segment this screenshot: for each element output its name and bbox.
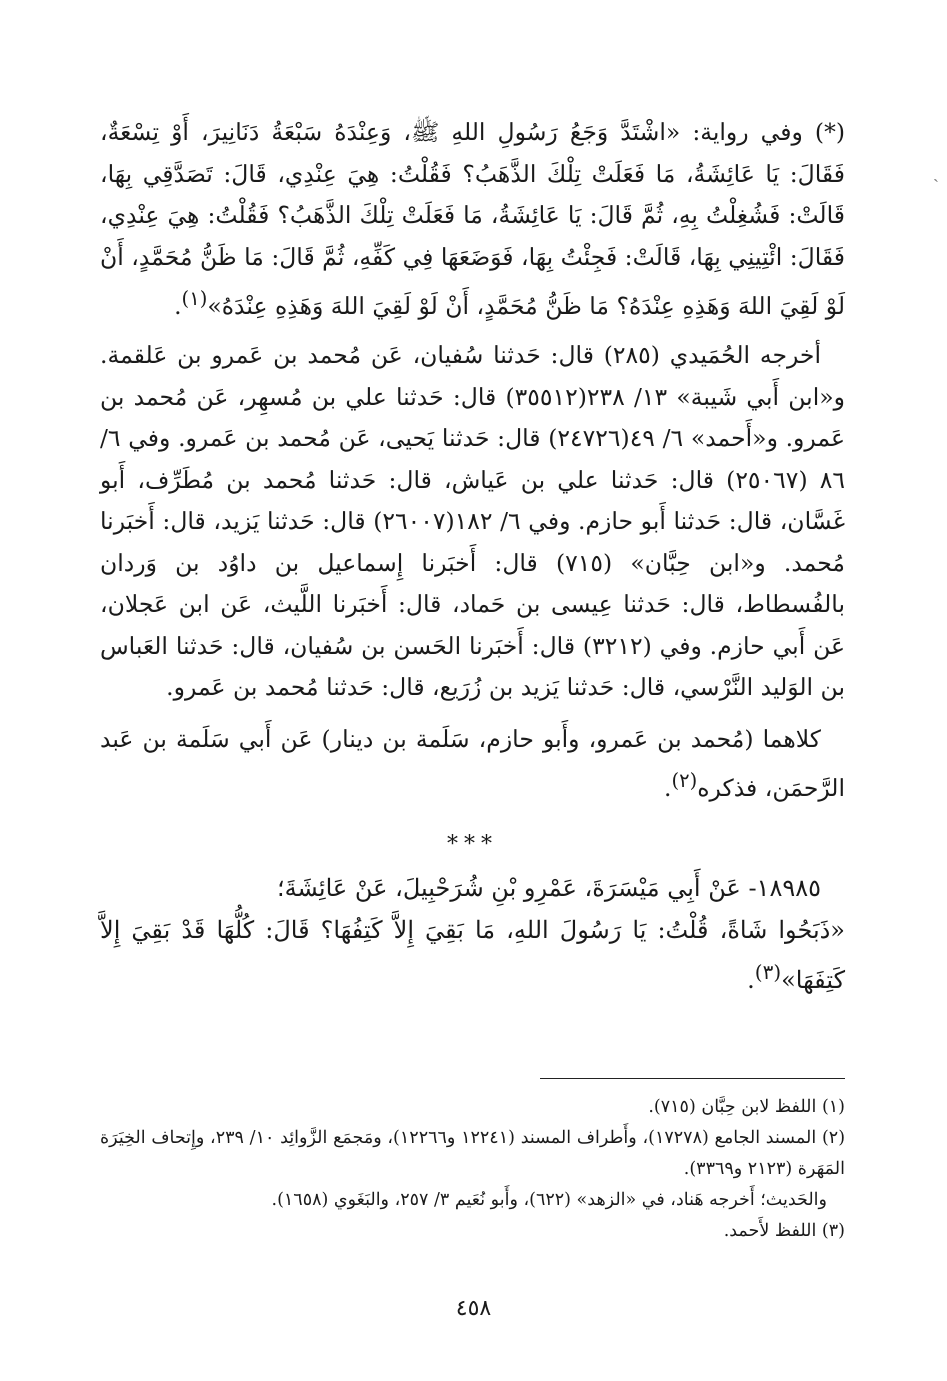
footnote-divider (540, 1078, 845, 1079)
main-text (100, 112, 845, 1001)
footnotes (100, 1092, 845, 1247)
footnote-ref-1[interactable]: (١) (181, 287, 208, 310)
hadith-text: «ذَبَحُوا شَاةً، قُلْتُ: يَا رَسُولَ اللهِ، مَا بَقِيَ إِلاَّ كَتِفُهَا؟ قَالَ: كُلُّهَا قَدْ بَقِيَ إِلاَّ كَتِفَهَا»$^{(٣)}$. (100, 915, 845, 994)
footnote-2: (٢) المسند الجامع (١٧٢٧٨)، وأَطراف المسند (١٢٢٤١ و١٢٢٦٦)، ومَجمَع الزَّوائِد ١٠/ ٢٣٩، وإِتحاف الخِيَرَة المَهَرة (٢١٢٣ و٣٣٦٩). (100, 1128, 846, 1179)
margin-mark: ˏ (933, 162, 939, 183)
chain-summary-paragraph: كلاهما (مُحمد بن عَمرو، وأَبو حازم، سَلَمة بن دينار) عَن أَبي سَلَمة بن عَبد الرَّحمَن، فذكره$^{(٢)}$. (100, 724, 845, 803)
hadith-variant-paragraph: (*) وفي رواية: «اشْتَدَّ وَجَعُ رَسُولِ اللهِ ﷺ، وَعِنْدَهُ سَبْعَةُ دَنَانِيرَ، أَوْ تِسْعَةٌ، فَقَالَ: يَا عَائِشَةُ، مَا فَعَلَتْ تِلْكَ الذَّهَبُ؟ فَقُلْتُ: هِيَ عِنْدِي، قَالَ: تَصَدَّقِي بِهَا، قَالَتْ: فَشُغِلْتُ بِهِ، ثُمَّ قَالَ: يَا عَائِشَةُ، مَا فَعَلَتْ تِلْكَ الذَّهَبُ؟ فَقُلْتُ: هِيَ عِنْدِي، فَقَالَ: ائْتِينِي بِهَا، قَالَتْ: فَجِئْتُ بِهَا، فَوَضَعَهَا فِي كَفِّهِ، ثُمَّ قَالَ: مَا ظَنُّ مُحَمَّدٍ، أَنْ لَوْ لَقِيَ اللهَ وَهَذِهِ عِنْدَهُ؟ مَا ظَنُّ مُحَمَّدٍ، أَنْ لَوْ لَقِيَ اللهَ وَهَذِهِ عِنْدَهُ»$^{(١)}$. (100, 118, 845, 320)
variant-text: (*) وفي رواية: «اشْتَدَّ وَجَعُ رَسُولِ اللهِ ﷺ، وَعِنْدَهُ سَبْعَةُ دَنَانِيرَ، أَوْ تِسْعَةٌ، فَقَالَ: يَا عَائِشَةُ، مَا فَعَلَتْ تِلْكَ الذَّهَبُ؟ فَقُلْتُ: هِيَ عِنْدِي، قَالَ: تَصَدَّقِي بِهَا، قَالَتْ: فَشُغِلْتُ بِهِ، ثُمَّ قَالَ: يَا عَائِشَةُ، مَا فَعَلَتْ تِلْكَ الذَّهَبُ؟ فَقُلْتُ: هِيَ عِنْدِي، فَقَالَ: ائْتِينِي بِهَا، قَالَتْ: فَجِئْتُ بِهَا، فَوَضَعَهَا فِي كَفِّهِ، ثُمَّ قَالَ: مَا ظَنُّ مُحَمَّدٍ، أَنْ لَوْ لَقِيَ اللهَ وَهَذِهِ عِنْدَهُ؟ مَا ظَنُّ مُحَمَّدٍ، أَنْ لَوْ لَقِيَ اللهَ وَهَذِهِ عِنْدَهُ» (100, 118, 845, 320)
hadith-body-text: «ذَبَحُوا شَاةً، قُلْتُ: يَا رَسُولَ اللهِ، مَا بَقِيَ إِلاَّ كَتِفُهَا؟ قَالَ: كُلُّهَا قَدْ بَقِيَ إِلاَّ كَتِفَهَا» (100, 915, 845, 994)
footnote-2-continuation: والحَديث؛ أَخرجه هَناد، في «الزهد» (٦٢٢)، وأَبو نُعَيم ٣/ ٢٥٧، والبَغَوي (١٦٥٨). (271, 1190, 827, 1210)
footnote-1: (١) اللفظ لابن حِبَّان (٧١٥). (648, 1097, 845, 1117)
footnote-ref-2[interactable]: (٢) (671, 769, 698, 793)
page-number: ٤٥٨ (455, 1296, 492, 1321)
section-separator: *** (447, 831, 498, 857)
chain-summary-text: كلاهما (مُحمد بن عَمرو، وأَبو حازم، سَلَمة بن دينار) عَن أَبي سَلَمة بن عَبد الرَّحمَن، فذكره (100, 724, 845, 803)
footnote-ref-3[interactable]: (٣) (754, 959, 782, 984)
takhrij-paragraph: أخرجه الحُمَيدي (٢٨٥) قال: حَدثنا سُفيان، عَن مُحمد بن عَمرو بن عَلقمة. و«ابن أَبي شَيبة» ١٣/ ٢٣٨(٣٥٥١٢) قال: حَدثنا علي بن مُسهِر، عَن مُحمد بن عَمرو. و«أَحمد» ٦/ ٤٩(٢٤٧٢٦) قال: حَدثنا يَحيى، عَن مُحمد بن عَمرو. وفي ٦/ ٨٦ (٢٥٠٦٧) قال: حَدثنا علي بن عَياش، قال: حَدثنا مُحمد بن مُطَرِّف، أَبو غَسَّان، قال: حَدثنا أَبو حازم. وفي ٦/ ١٨٢(٢٦٠٠٧) قال: حَدثنا يَزيد، قال: أَخبَرنا مُحمد. و«ابن حِبَّان» (٧١٥) قال: أَخبَرنا إِسماعيل بن داوُد بن وَردان بالفُسطاط، قال: حَدثنا عِيسى بن حَماد، قال: أَخبَرنا اللَّيث، عَن ابن عَجلان، عَن أَبي حازم. وفي (٣٢١٢) قال: أَخبَرنا الحَسن بن سُفيان، قال: حَدثنا العَباس بن الوَليد النَّرْسي، قال: حَدثنا يَزيد بن زُرَيع، قال: حَدثنا مُحمد بن عَمرو. (100, 341, 846, 702)
footnote-3: (٣) اللفظ لأَحمد. (723, 1221, 845, 1241)
hadith-heading: ١٨٩٨٥- عَنْ أَبِي مَيْسَرَةَ، عَمْرِو بْنِ شُرَحْبِيلَ، عَنْ عَائِشَةَ؛ (277, 873, 821, 902)
